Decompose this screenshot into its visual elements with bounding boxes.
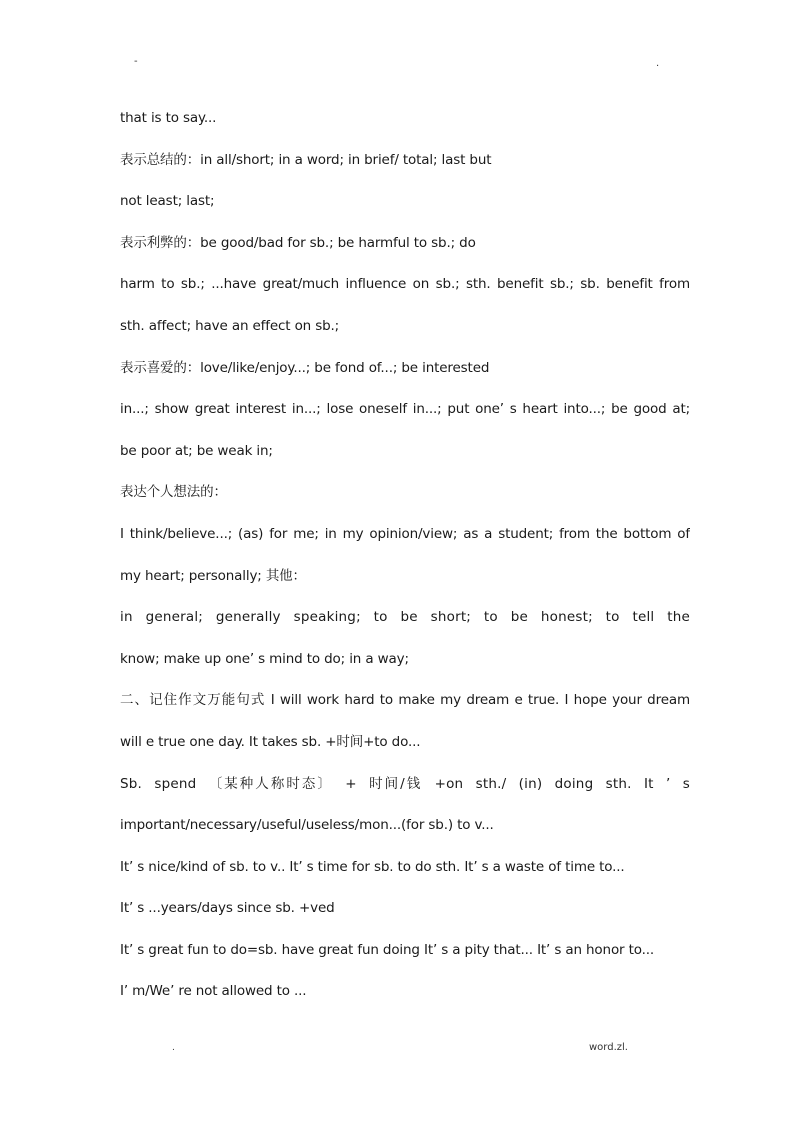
header-right-mark: . (656, 58, 660, 69)
text-line: It’ s ...years/days since sb. +ved (120, 900, 335, 917)
text-line: 表示总结的：in all/short; in a word; in brief/ total; last but (120, 151, 492, 168)
text-line: sth. affect; have an effect on sb.; (120, 317, 340, 334)
document-body (120, 98, 690, 1013)
header-left-mark: - (134, 56, 138, 67)
text-line: 二、记住作文万能句式 I will work hard to make my dream e true. I hope your dream (120, 692, 690, 709)
text-line: important/necessary/useful/useless/mon...(for sb.) to v... (120, 817, 494, 834)
text-line: It’ s nice/kind of sb. to v.. It’ s time for sb. to do sth. It’ s a waste of time to... (120, 858, 625, 875)
text-line: 表示利弊的：be good/bad for sb.; be harmful to sb.; do (120, 234, 476, 251)
text-line: will e true one day. It takes sb. +时间+to do... (120, 733, 421, 750)
text-line: I’ m/We’ re not allowed to ... (120, 983, 307, 1000)
footer-right-text: word.zl. (589, 1042, 628, 1053)
text-line: in general; generally speaking; to be short; to be honest; to tell the (120, 609, 690, 626)
footer-left-mark: . (172, 1043, 175, 1053)
text-line: that is to say... (120, 110, 217, 126)
text-line: 表达个人想法的： (120, 484, 227, 501)
text-line: be poor at; be weak in; (120, 442, 273, 459)
text-line: Sb. spend 〔某种人称时态〕 + 时间/钱 +on sth./ (in) doing sth. It ’ s (120, 775, 690, 792)
text-line: my heart; personally; 其他： (120, 567, 306, 584)
text-line: I think/believe...; (as) for me; in my opinion/view; as a student; from the bottom of (120, 525, 690, 542)
text-line: 表示喜爱的：love/like/enjoy...; be fond of...; be interested (120, 359, 490, 376)
text-line: know; make up one’ s mind to do; in a way; (120, 650, 409, 667)
text-line: in...; show great interest in...; lose oneself in...; put one’ s heart into...; be good at; (120, 401, 690, 418)
text-line: It’ s great fun to do=sb. have great fun doing It’ s a pity that... It’ s an honor to... (120, 941, 655, 958)
text-line: harm to sb.; ...have great/much influence on sb.; sth. benefit sb.; sb. benefit from (120, 276, 690, 293)
text-line: not least; last; (120, 193, 215, 210)
